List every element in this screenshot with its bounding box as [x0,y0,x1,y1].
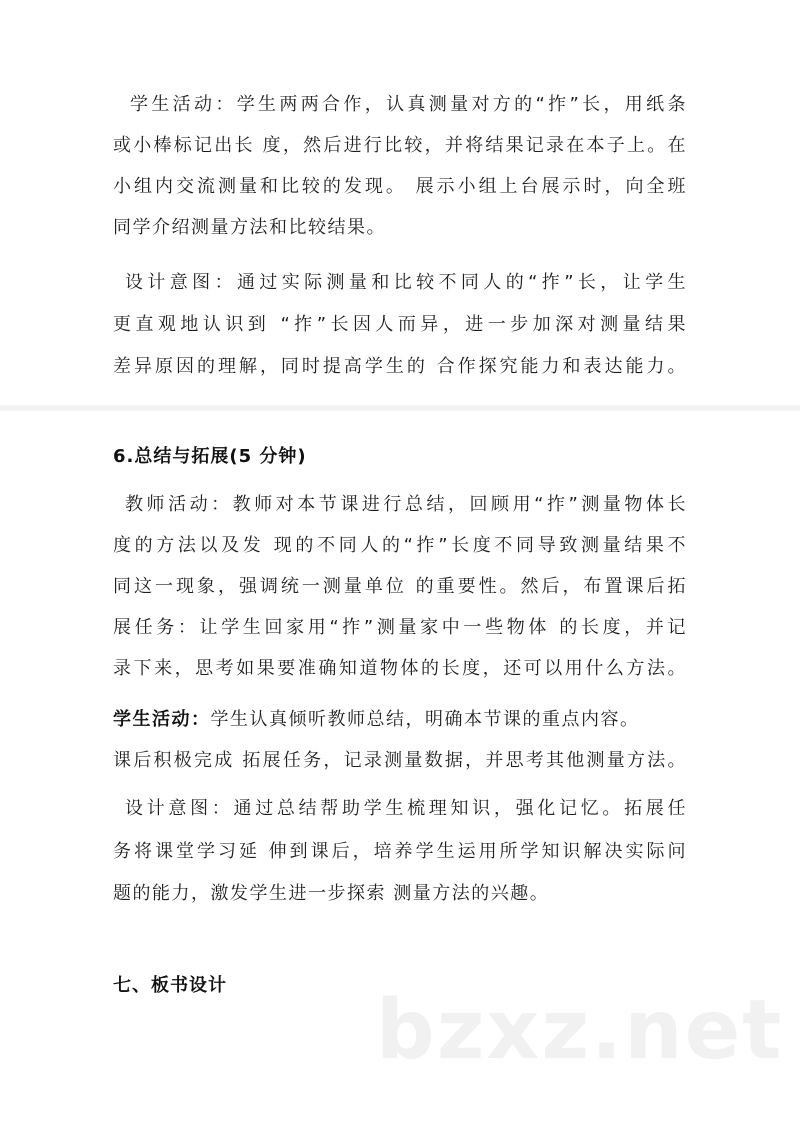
watermark-logo: bzxz.net [376,983,784,1078]
design-intent-line-3: 差异原因的理解，同时提高学生的 合作探究能力和表达能力。 [113,356,687,377]
design-intent-6-line-2: 务将课堂学习延 伸到课后，培养学生运用所学知识解决实际问 [113,841,687,862]
teacher-activity-line-2: 度的方法以及发 现的不同人的“拃”长度不同导致测量结果不 [113,535,687,556]
teacher-activity-line-4: 展任务：让学生回家用“拃”测量家中一些物体 的长度，并记 [113,617,687,638]
section-6-heading: 6.总结与拓展(5 分钟) [113,446,307,467]
teacher-activity-line-5: 录下来，思考如果要准确知道物体的长度，还可以用什么方法。 [113,658,687,679]
design-intent-6-line-3: 题的能力，激发学生进一步探索 测量方法的兴趣。 [113,883,550,904]
student-activity-label: 学生活动： [113,709,211,730]
student-activity-line-4: 同学介绍测量方法和比较结果。 [113,217,386,238]
page-divider [0,405,800,411]
design-intent-line-2: 更直观地认识到 “拃”长因人而异，进一步加深对测量结果 [113,314,687,335]
design-intent-line-1: 设计意图：通过实际测量和比较不同人的“拃”长，让学生 [125,272,687,293]
student-activity-6-line-1 [113,706,687,734]
section-7-heading: 七、板书设计 [113,975,227,996]
student-activity-6-line-2: 课后积极完成 拓展任务，记录测量数据，并思考其他测量方法。 [113,750,687,771]
teacher-activity-line-1: 教师活动：教师对本节课进行总结，回顾用“拃”测量物体长 [125,494,687,515]
student-activity-line-2: 或小棒标记出长 度，然后进行比较，并将结果记录在本子上。在 [113,135,687,156]
teacher-activity-line-3: 同这一现象，强调统一测量单位 的重要性。然后，布置课后拓 [113,576,687,597]
student-activity-6-line-1-text: 学生认真倾听教师总结，明确本节课的重点内容。 [210,709,640,730]
student-activity-line-1: 学生活动：学生两两合作，认真测量对方的“拃”长，用纸条 [130,94,687,115]
design-intent-6-line-1: 设计意图：通过总结帮助学生梳理知识，强化记忆。拓展任 [125,798,687,819]
student-activity-line-3: 小组内交流测量和比较的发现。 展示小组上台展示时，向全班 [113,176,687,197]
